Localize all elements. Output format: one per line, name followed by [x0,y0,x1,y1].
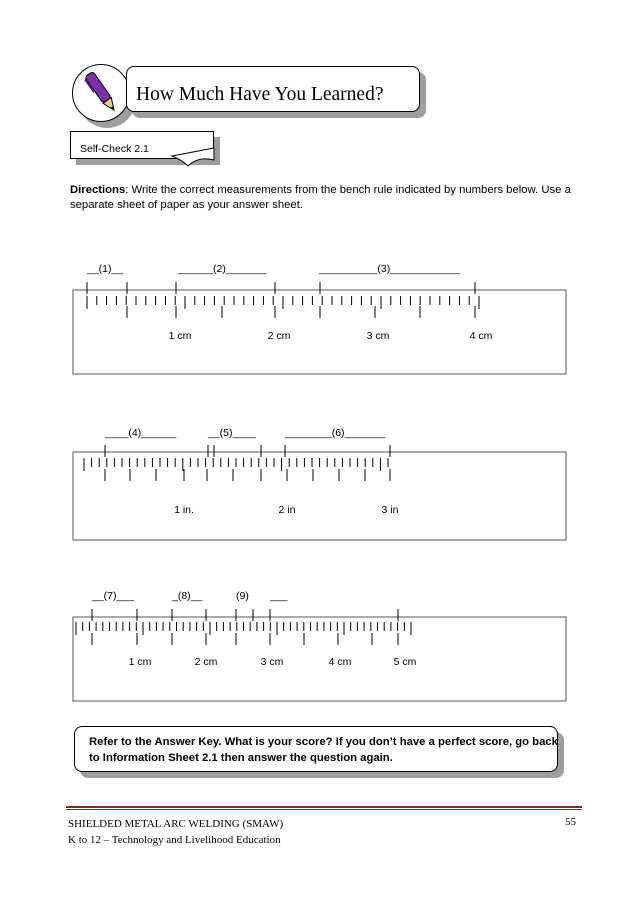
ruler-cm-2 [73,590,566,701]
ruler-inch [73,427,566,540]
scale-label: 3 in [381,504,399,516]
answer-blank-2: _(8)__ [172,590,203,602]
scale-label: 2 cm [267,330,291,342]
scale-label: 5 cm [393,656,417,668]
answer-blank-3: (9) [236,590,249,602]
page-number: 55 [565,816,576,828]
scale-label: 1 cm [128,656,152,668]
footer-rule-thin [66,809,582,810]
scale-label: 3 cm [366,330,390,342]
scale-label: 1 in. [174,504,194,516]
answer-blank-1: __(1)__ [87,263,124,275]
answer-blank-2: __(5)____ [208,427,256,439]
directions-body: : Write the correct measurements from the bench rule indicated by numbers below. Use a separate sheet of paper as your answer sheet. [70,184,571,211]
answer-blank-3: __________(3)____________ [319,263,461,275]
answer-blank-1: ____(4)______ [105,427,177,439]
footer-line2: K to 12 – Technology and Livelihood Education [68,834,281,846]
footer-course [68,816,283,848]
answer-key-note: Refer to the Answer Key. What is your score? If you don’t have a perfect score, go back to Information Sheet 2.1 then answer the question again. [89,736,558,764]
scale-label: 4 cm [469,330,493,342]
answer-blank-4: ___ [270,590,288,602]
directions-lead: Directions [70,184,126,196]
answer-blank-1: __(7)___ [92,590,135,602]
scale-label: 1 cm [168,330,192,342]
scale-label: 2 in [278,504,296,516]
scale-label: 4 cm [328,656,352,668]
answer-blank-3: ________(6)_______ [285,427,386,439]
scale-label: 2 cm [194,656,218,668]
footer-line1: SHIELDED METAL ARC WELDING (SMAW) [68,818,284,830]
page-title: How Much Have You Learned? [136,84,384,105]
self-check-label: Self-Check 2.1 [80,143,149,155]
ruler-cm-1 [73,263,566,374]
answer-blank-2: ______(2)_______ [178,263,267,275]
footer-rule [66,806,582,808]
scale-label: 3 cm [260,656,284,668]
